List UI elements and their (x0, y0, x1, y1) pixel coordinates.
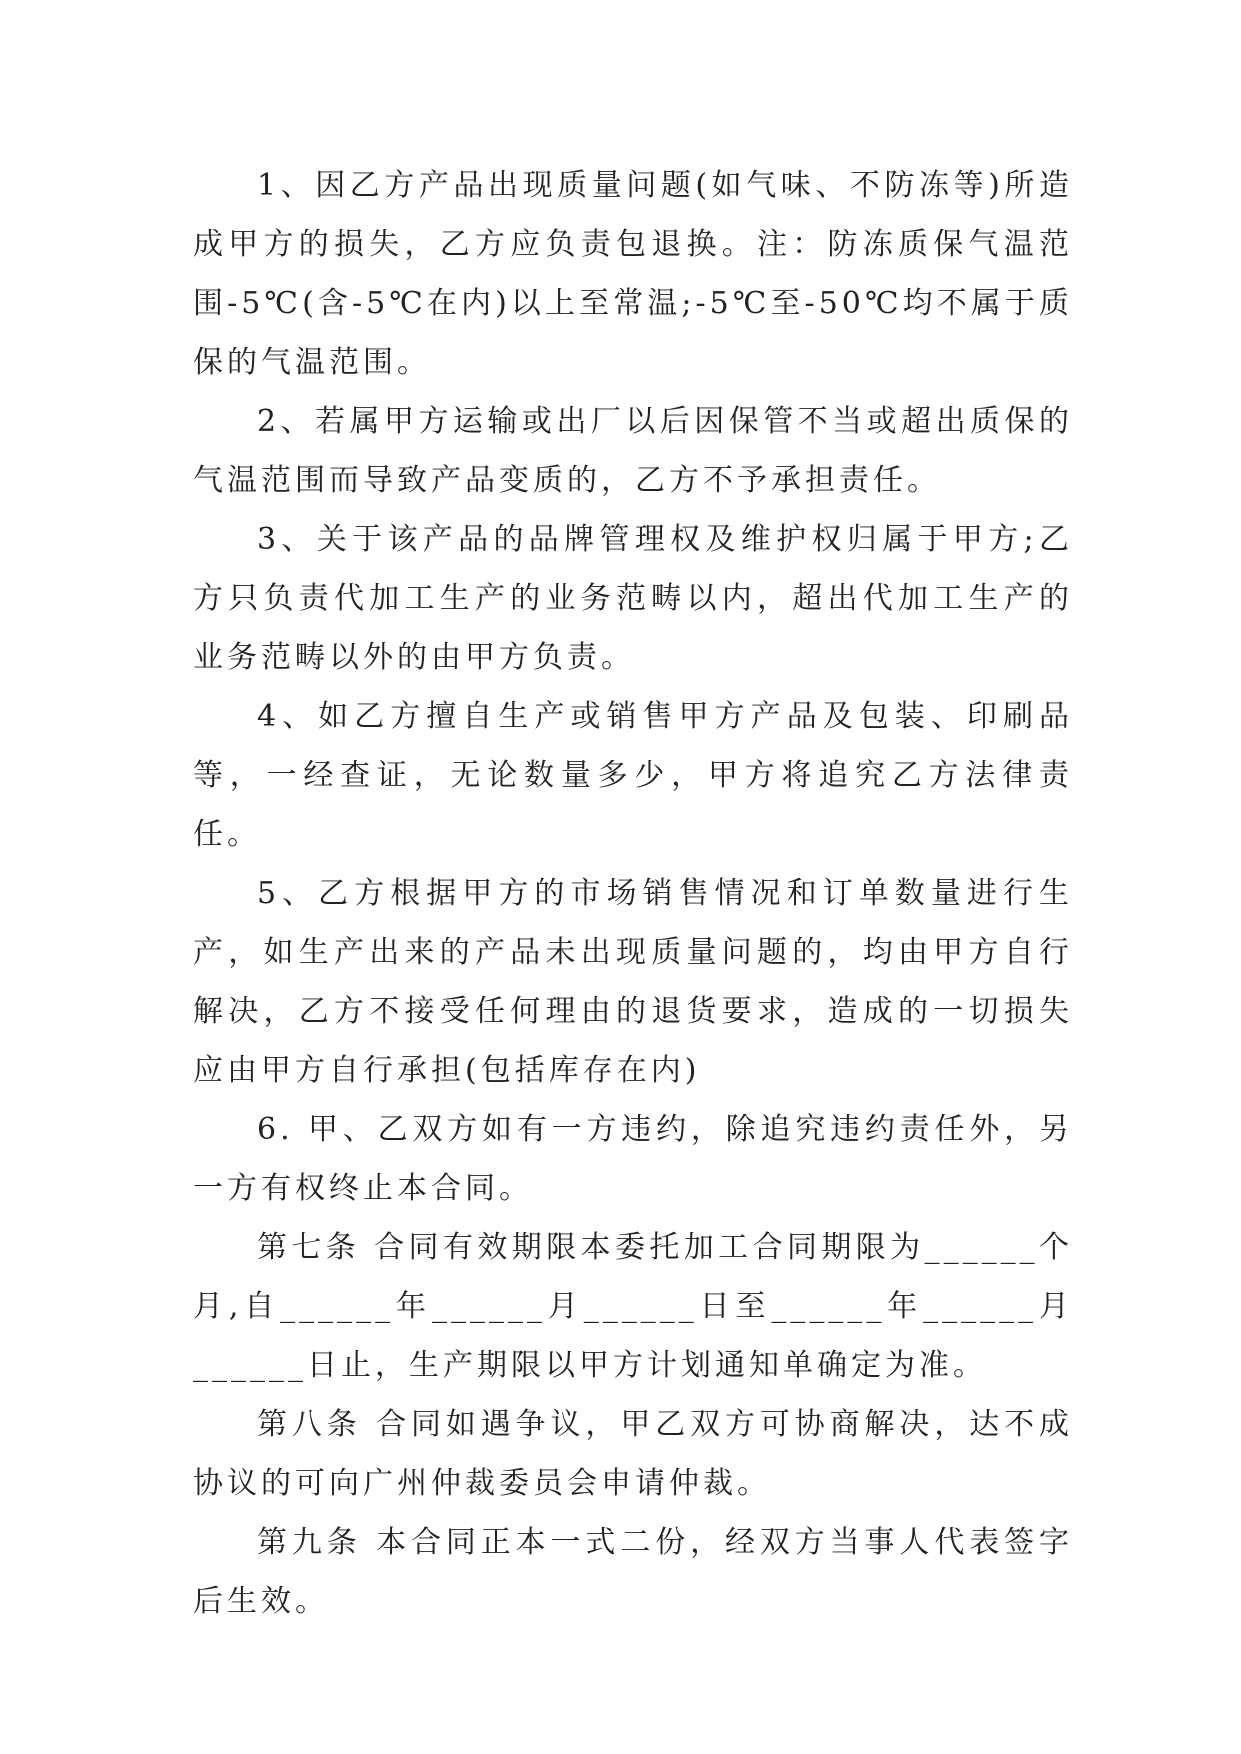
paragraph-article-8: 第八条 合同如遇争议，甲乙双方可协商解决，达不成协议的可向广州仲裁委员会申请仲裁。 (193, 1407, 1073, 1501)
paragraph-clause-5: 5、乙方根据甲方的市场销售情况和订单数量进行生产，如生产出来的产品未出现质量问题的，均由甲方自行解决，乙方不接受任何理由的退货要求，造成的一切损失应由甲方自行承担(包括库存在内) (193, 876, 1073, 1088)
paragraph-article-9: 第九条 本合同正本一式二份，经双方当事人代表签字后生效。 (193, 1525, 1073, 1619)
paragraph-article-7: 第七条 合同有效期限本委托加工合同期限为______个月,自______年______月______日至______年______月______日止，生产期限以甲方计划通知单确定为准。 (193, 1230, 1073, 1383)
paragraph-clause-2: 2、若属甲方运输或出厂以后因保管不当或超出质保的气温范围而导致产品变质的，乙方不予承担责任。 (193, 404, 1073, 498)
paragraph-clause-1: 1、因乙方产品出现质量问题(如气味、不防冻等)所造成甲方的损失，乙方应负责包退换。注：防冻质保气温范围-5℃(含-5℃在内)以上至常温;-5℃至-50℃均不属于质保的气温范围。 (193, 168, 1073, 380)
paragraph-clause-4: 4、如乙方擅自生产或销售甲方产品及包装、印刷品等，一经查证，无论数量多少，甲方将追究乙方法律责任。 (193, 699, 1073, 852)
paragraph-clause-3: 3、关于该产品的品牌管理权及维护权归属于甲方;乙方只负责代加工生产的业务范畴以内，超出代加工生产的业务范畴以外的由甲方负责。 (193, 522, 1073, 675)
paragraph-clause-6: 6. 甲、乙双方如有一方违约，除追究违约责任外，另一方有权终止本合同。 (193, 1112, 1073, 1206)
document-body (193, 156, 1073, 1631)
